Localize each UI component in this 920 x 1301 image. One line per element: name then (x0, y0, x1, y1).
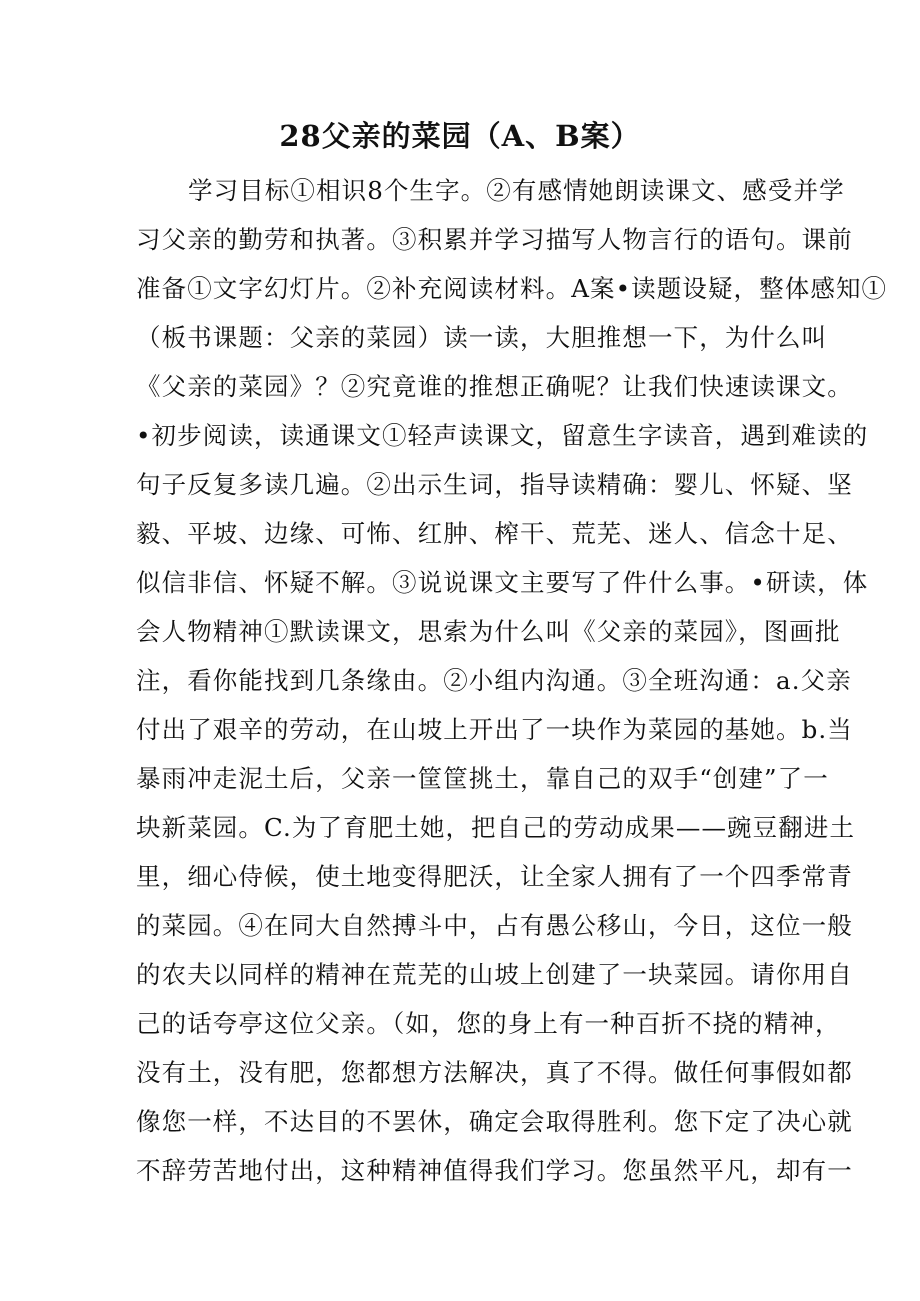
text-line: 暴雨冲走泥土后，父亲一筐筐挑土，靠自己的双手“创建”了一 (136, 764, 829, 793)
text-line: 的农夫以同样的精神在荒芜的山坡上创建了一块菜园。请你用自 (136, 960, 853, 989)
text-line: （板书课题：父亲的菜园）读一读，大胆推想一下，为什么叫 (136, 323, 828, 352)
text-line: 像您一样，不达目的不罢休，确定会取得胜利。您下定了决心就 (136, 1107, 853, 1136)
text-line: 准备①文字幻灯片。②补充阅读材料。A案•读题设疑，整体感知① (136, 274, 888, 303)
text-line: •初步阅读，读通课文①轻声读课文，留意生字读音，遇到难读的 (136, 421, 869, 450)
text-line: 会人物精神①默读课文，思索为什么叫《父亲的菜园》，图画批 (136, 617, 841, 646)
text-line: 里，细心侍候，使土地变得肥沃，让全家人拥有了一个四季常青 (136, 862, 853, 891)
text-line: 似信非信、怀疑不解。③说说课文主要写了件什么事。•研读，体 (136, 568, 869, 597)
page-title: 28父亲的菜园（A、B案） (279, 119, 641, 153)
text-line: 的菜园。④在同大自然搏斗中，占有愚公移山，今日，这位一般 (136, 911, 853, 940)
text-line: 句子反复多读几遍。②出示生词，指导读精确：婴儿、怀疑、坚 (136, 470, 853, 499)
text-line: 没有土，没有肥，您都想方法解决，真了不得。做任何事假如都 (136, 1058, 853, 1087)
text-line: 不辞劳苦地付出，这种精神值得我们学习。您虽然平凡，却有一 (136, 1156, 853, 1185)
text-line: 《父亲的菜园》？②究竟谁的推想正确呢？让我们快速读课文。 (136, 372, 853, 401)
text-line: 块新菜园。C.为了育肥土她，把自己的劳动成果——豌豆翻进土 (136, 813, 856, 842)
text-line: 注，看你能找到几条缘由。②小组内沟通。③全班沟通：a.父亲 (136, 666, 852, 695)
text-line: 学习目标①相识8个生字。②有感情她朗读课文、感受并学 (188, 176, 845, 205)
body-text (136, 166, 888, 1195)
text-line: 付出了艰辛的劳动，在山坡上开出了一块作为菜园的基她。b.当 (136, 715, 853, 744)
text-line: 己的话夸亭这位父亲。（如，您的身上有一种百折不挠的精神， (136, 1009, 841, 1038)
text-line: 毅、平坡、边缘、可怖、红肿、榨干、荒芜、迷人、信念十足、 (136, 519, 853, 548)
text-line: 习父亲的勤劳和执著。③积累并学习描写人物言行的语句。课前 (136, 225, 853, 254)
